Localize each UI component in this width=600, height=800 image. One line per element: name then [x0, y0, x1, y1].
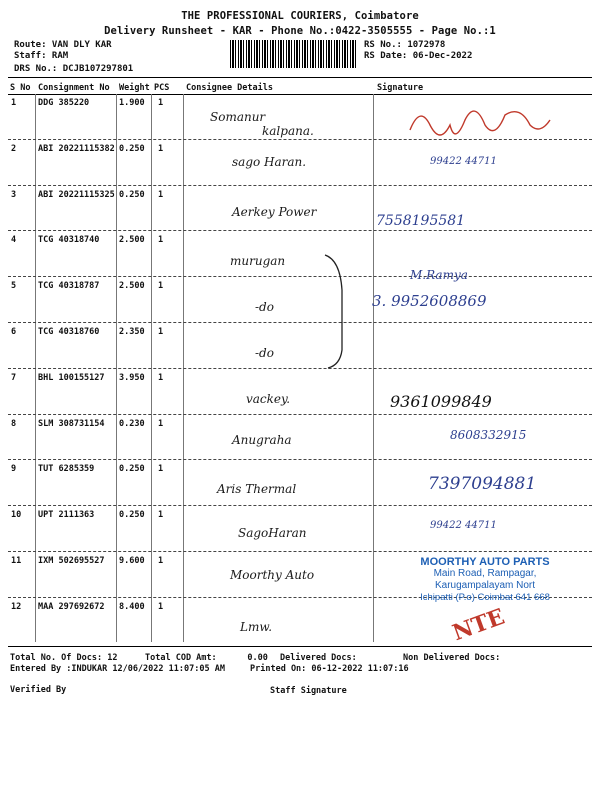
- row-sno: 3: [11, 189, 17, 200]
- row-divider: [8, 551, 592, 552]
- row-sno: 5: [11, 281, 17, 292]
- drs-number: DRS No.: DCJB107297801: [14, 64, 134, 74]
- company-stamp: [400, 556, 570, 604]
- row-sno: 12: [11, 601, 22, 612]
- signature-4: M.Ramya: [410, 268, 468, 282]
- row-consignment-no: UPT 2111363: [38, 510, 95, 521]
- col-pcs: PCS: [154, 83, 170, 93]
- row-pcs: 1: [158, 235, 164, 246]
- signature-5: 3. 9952608869: [372, 292, 487, 310]
- row-weight: 2.500: [119, 235, 145, 246]
- row-pcs: 1: [158, 418, 164, 429]
- row-divider: [8, 368, 592, 369]
- row-consignment-no: SLM 308731154: [38, 418, 105, 429]
- printed-on: Printed On: 06-12-2022 11:07:16: [250, 664, 409, 674]
- row-sno: 4: [11, 235, 17, 246]
- route-label: Route: VAN DLY KAR: [14, 40, 112, 50]
- verified-by: Verified By: [10, 685, 67, 695]
- barcode: [230, 40, 357, 68]
- total-cod: Total COD Amt: 0.00: [145, 653, 268, 663]
- row-pcs: 1: [158, 98, 164, 108]
- table-header-border: [8, 94, 592, 95]
- stamp-line2: Karugampalayam Nort: [434, 580, 536, 591]
- row-pcs: 1: [158, 372, 164, 383]
- signature-2: 99422 44711: [430, 156, 497, 167]
- row-weight: 3.950: [119, 372, 145, 383]
- row-divider: [8, 230, 592, 231]
- row-weight: 0.250: [119, 143, 145, 154]
- row-consignment-no: TUT 6285359: [38, 464, 95, 475]
- row-sno: 2: [11, 143, 17, 154]
- consignee-7: vackey.: [246, 392, 291, 406]
- row-consignment-no: ABI 20221115382: [38, 143, 115, 154]
- consignee-5: -do: [255, 300, 274, 314]
- total-docs: Total No. Of Docs: 12: [10, 653, 118, 663]
- row-weight: 0.250: [119, 510, 145, 521]
- row-pcs: 1: [158, 601, 164, 612]
- row-divider: [8, 185, 592, 186]
- row-consignment-no: BHL 100155127: [38, 372, 105, 383]
- row-pcs: 1: [158, 327, 164, 337]
- ditto-bracket: [320, 250, 350, 370]
- row-weight: 0.250: [119, 189, 145, 200]
- row-weight: 0.230: [119, 418, 145, 429]
- signature-12: NTE: [449, 603, 509, 647]
- row-sno: 1: [11, 98, 17, 108]
- row-divider: [8, 414, 592, 415]
- stamp-line3: Ichipatti (P.o) Coimbat 641 668: [420, 592, 550, 603]
- col-consignee: Consignee Details: [186, 83, 273, 93]
- table-top-border: [8, 77, 592, 78]
- staff-label: Staff: RAM: [14, 51, 69, 61]
- row-weight: 9.600: [119, 556, 145, 566]
- company-title: THE PROFESSIONAL COURIERS, Coimbatore: [181, 10, 419, 22]
- signature-10: 99422 44711: [430, 520, 497, 531]
- consignee-9: Aris Thermal: [217, 482, 297, 496]
- consignee-6: -do: [255, 346, 274, 360]
- row-consignment-no: DDG 385220: [38, 98, 90, 108]
- row-pcs: 1: [158, 281, 164, 292]
- rs-date: RS Date: 06-Dec-2022: [364, 51, 473, 61]
- row-divider: [8, 322, 592, 323]
- row-sno: 9: [11, 464, 17, 475]
- col-signature: Signature: [377, 83, 424, 93]
- row-divider: [8, 276, 592, 277]
- row-consignment-no: TCG 40318760: [38, 327, 100, 337]
- consignee-8: Anugraha: [232, 433, 292, 447]
- row-consignment-no: ABI 20221115325: [38, 189, 115, 200]
- row-sno: 10: [11, 510, 22, 521]
- row-sno: 7: [11, 372, 17, 383]
- row-weight: 8.400: [119, 601, 145, 612]
- staff-signature: Staff Signature: [270, 686, 347, 696]
- consignee-4: murugan: [230, 254, 286, 268]
- row-sno: 11: [11, 556, 22, 566]
- row-divider: [8, 459, 592, 460]
- row-consignment-no: IXM 502695527: [38, 556, 105, 566]
- col-sno: S No: [10, 83, 31, 93]
- consignee-1-line2: kalpana.: [262, 124, 314, 138]
- row-pcs: 1: [158, 510, 164, 521]
- stamp-line1: Main Road, Rampagar,: [433, 568, 537, 579]
- row-weight: 2.350: [119, 327, 145, 337]
- row-weight: 0.250: [119, 464, 145, 475]
- signature-1-scribble: [400, 100, 575, 160]
- row-pcs: 1: [158, 556, 164, 566]
- col-weight: Weight: [119, 83, 150, 93]
- row-pcs: 1: [158, 143, 164, 154]
- signature-9: 7397094881: [428, 474, 537, 494]
- consignee-3: Aerkey Power: [232, 205, 317, 219]
- row-weight: 2.500: [119, 281, 145, 292]
- stamp-name: MOORTHY AUTO PARTS: [420, 556, 550, 568]
- row-sno: 8: [11, 418, 17, 429]
- signature-7: 9361099849: [390, 392, 492, 411]
- consignee-2: sago Haran.: [232, 155, 307, 169]
- runsheet-subtitle: Delivery Runsheet - KAR - Phone No.:0422-3505555 - Page No.:1: [104, 25, 496, 37]
- row-divider: [8, 505, 592, 506]
- row-consignment-no: MAA 297692672: [38, 601, 105, 612]
- entered-by: Entered By :INDUKAR 12/06/2022 11:07:05 AM: [10, 664, 225, 674]
- row-weight: 1.900: [119, 98, 145, 108]
- signature-3: 7558195581: [376, 213, 466, 229]
- non-delivered-docs: Non Delivered Docs:: [403, 653, 501, 663]
- row-pcs: 1: [158, 464, 164, 475]
- consignee-11: Moorthy Auto: [230, 568, 315, 582]
- row-pcs: 1: [158, 189, 164, 200]
- row-consignment-no: TCG 40318740: [38, 235, 100, 246]
- row-consignment-no: TCG 40318787: [38, 281, 100, 292]
- col-consignment: Consignment No: [38, 83, 110, 93]
- consignee-10: SagoHaran: [238, 526, 307, 540]
- table-bottom-border: [8, 646, 592, 647]
- consignee-12: Lmw.: [240, 620, 273, 634]
- signature-8: 8608332915: [450, 428, 527, 442]
- rs-number: RS No.: 1072978: [364, 40, 446, 50]
- row-sno: 6: [11, 327, 17, 337]
- delivered-docs: Delivered Docs:: [280, 653, 357, 663]
- consignee-1-line1: Somanur: [210, 110, 266, 124]
